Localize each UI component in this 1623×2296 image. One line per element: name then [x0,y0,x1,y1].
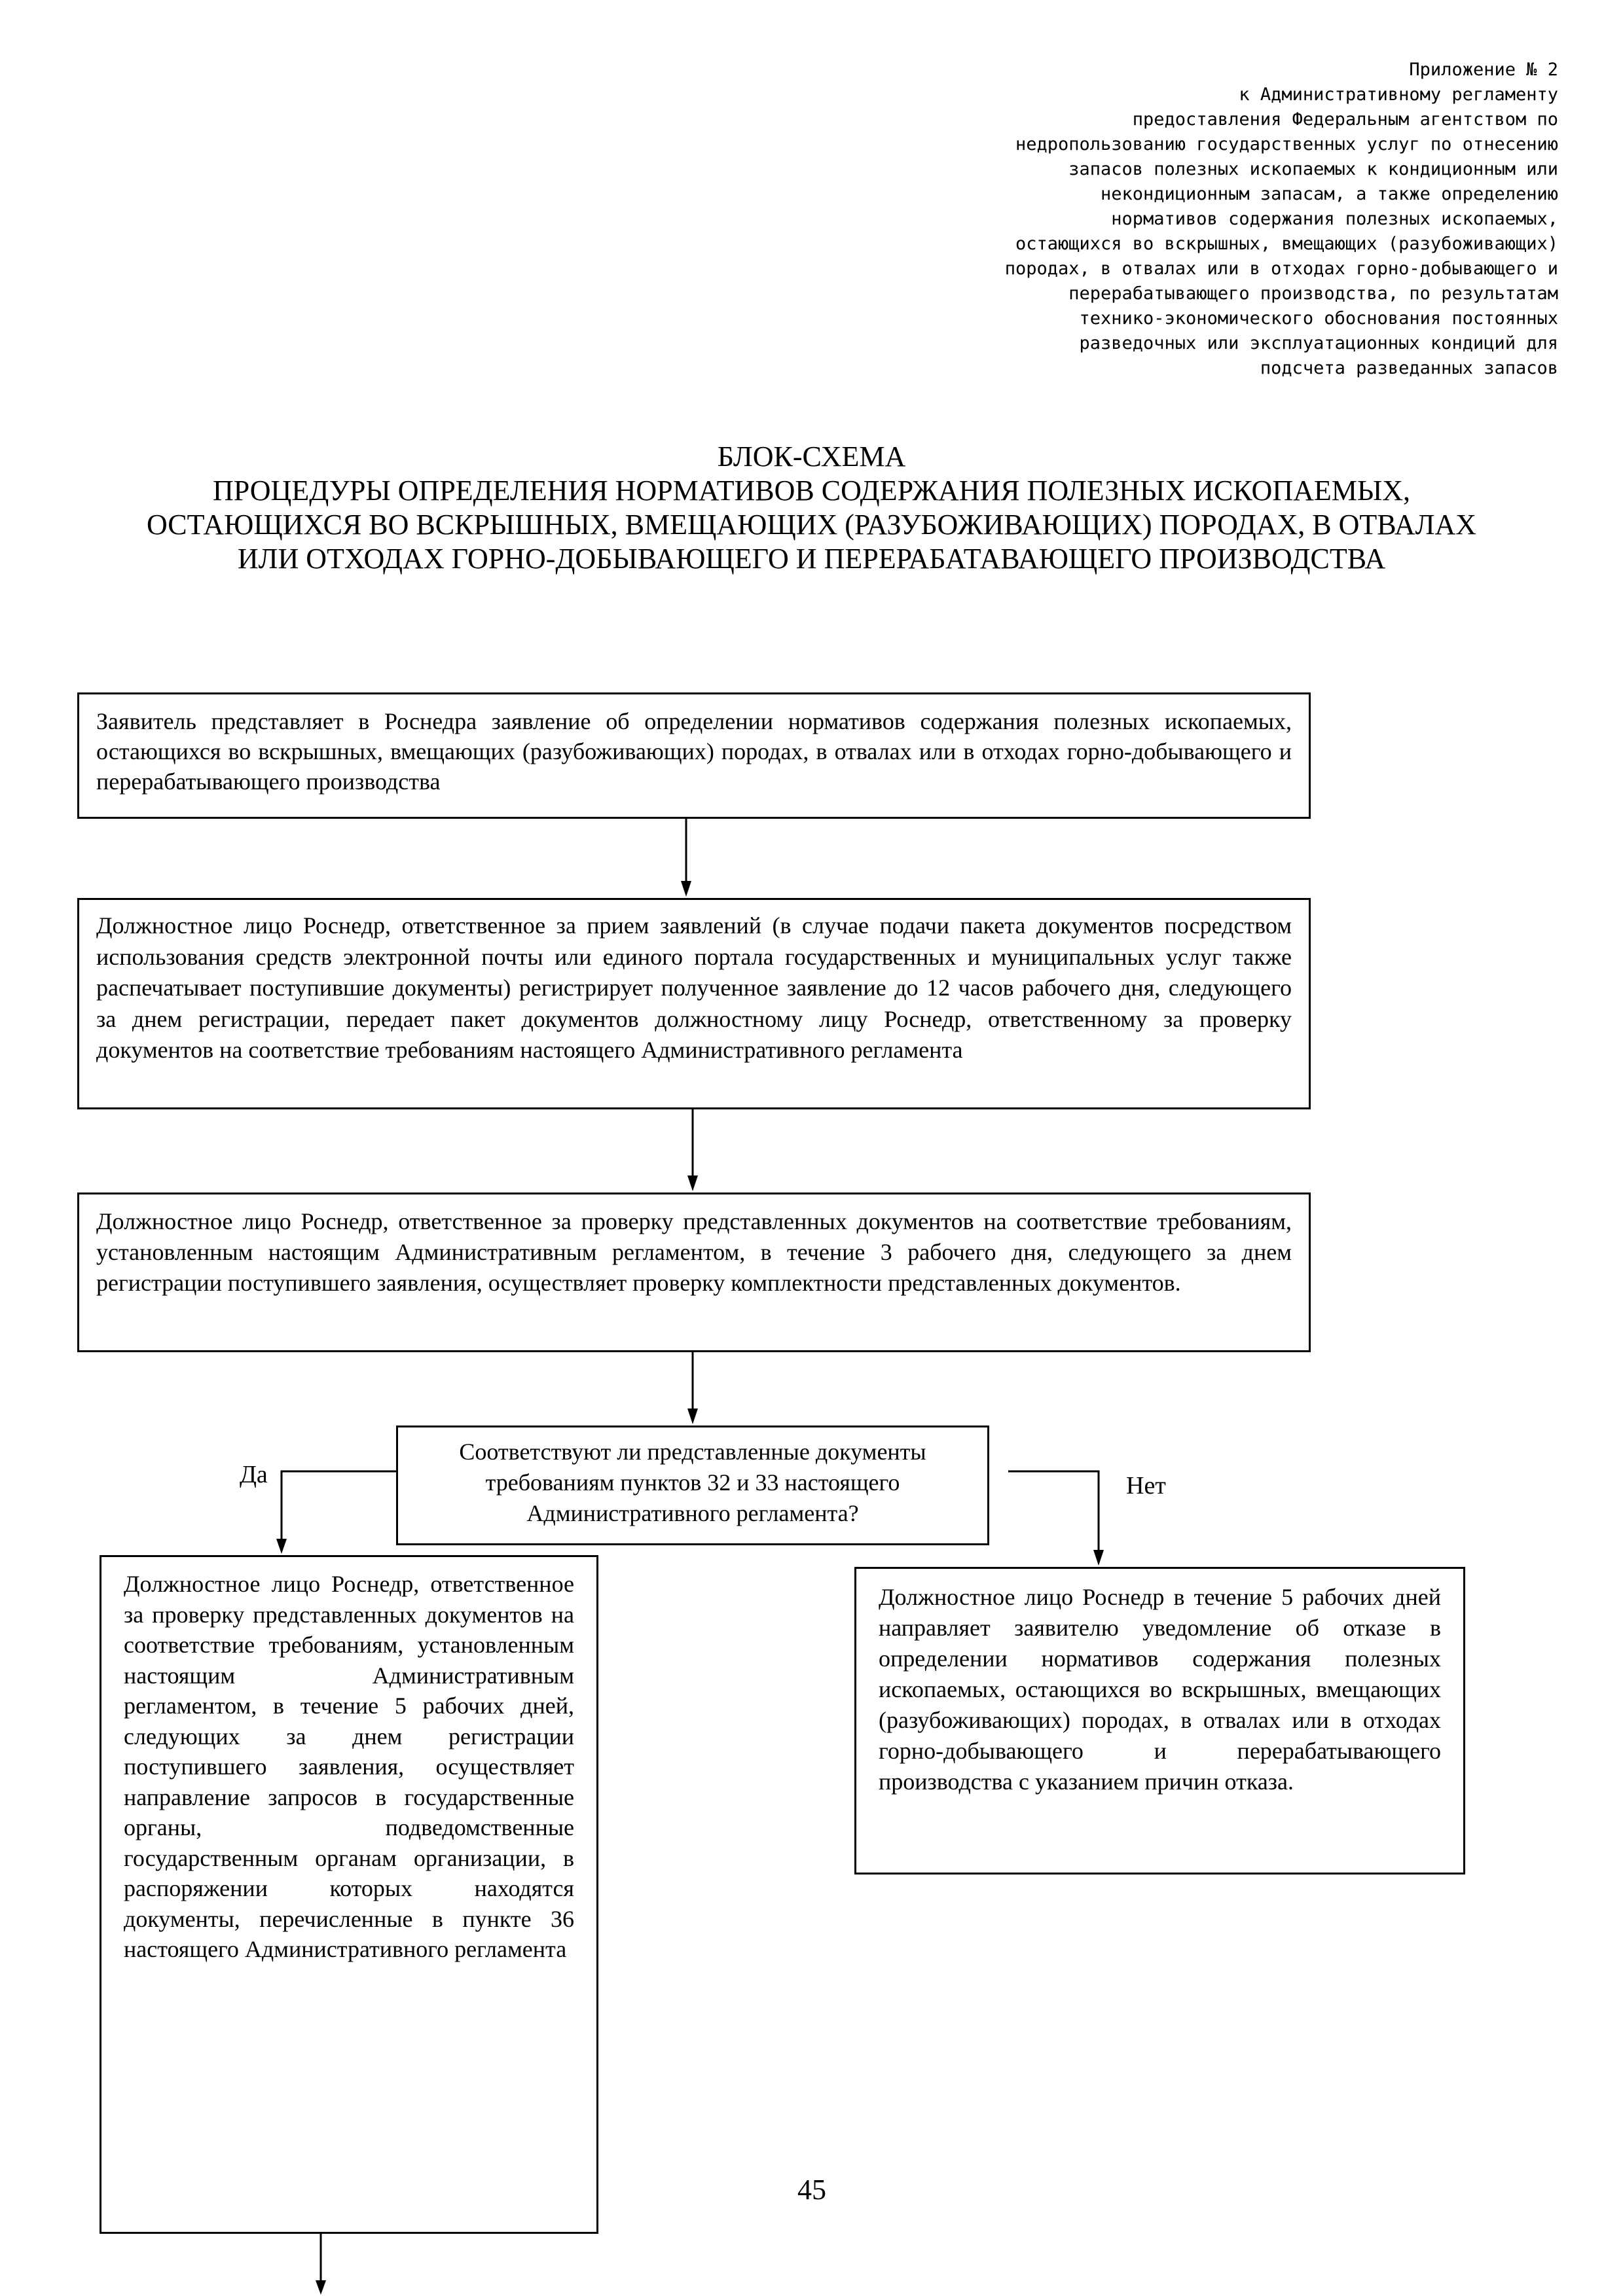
step-text: Должностное лицо Роснедр, ответственное за проверку представленных документов на соответствие требованиям, установленным настоящим Административным регламентом, в течение 5 рабочих дней, следующих за днем регистрации поступившего заявления, осуществляет направление запросов в государственные органы, подведомственные государственным органам организации, в распоряжении которых находятся документы, перечисленные в пункте 36 настоящего Административного регламента [124,1571,574,1962]
appendix-line: технико-экономического обоснования постоянных [1079,308,1558,329]
step-submit-application [77,692,1311,819]
arrowhead [316,2280,326,2295]
title-line: ПРОЦЕДУРЫ ОПРЕДЕЛЕНИЯ НОРМАТИВОВ СОДЕРЖАНИЯ ПОЛЕЗНЫХ ИСКОПАЕМЫХ, [212,475,1411,507]
appendix-line: подсчета разведанных запасов [1260,358,1558,378]
arrowhead [276,1539,287,1554]
decision-text: Соответствуют ли представленные документы требованиям пунктов 32 и 33 настоящего Административного регламента? [459,1439,926,1526]
decision-documents-compliant [396,1426,989,1545]
arrow-decision-yes [282,1471,396,1541]
step-register-application [77,898,1311,1109]
arrowhead [687,1408,698,1424]
title-line: ИЛИ ОТХОДАХ ГОРНО-ДОБЫВАЮЩЕГО И ПЕРЕРАБАТАВАЮЩЕГО ПРОИЗВОДСТВА [237,543,1386,575]
step-check-completeness [77,1193,1311,1352]
arrowhead [1093,1550,1104,1566]
step-refusal-notice [854,1567,1465,1874]
appendix-line: нормативов содержания полезных ископаемых, [1111,209,1558,229]
appendix-line: Приложение № 2 [1409,60,1558,80]
appendix-line: запасов полезных ископаемых к кондиционным или [1068,159,1558,179]
arrowhead [681,881,691,897]
branch-label-yes: Да [240,1461,268,1488]
appendix-line: породах, в отвалах или в отходах горно-добывающего и [1004,259,1558,279]
appendix-line: перерабатывающего производства, по результатам [1068,283,1558,304]
arrowhead [687,1175,698,1191]
appendix-line: разведочных или эксплуатационных кондиций для [1079,333,1558,353]
step-send-requests [100,1555,598,2234]
appendix-line: недропользованию государственных услуг по отнесению [1015,134,1558,154]
title-line: БЛОК-СХЕМА [717,440,906,473]
title-line: ОСТАЮЩИХСЯ ВО ВСКРЫШНЫХ, ВМЕЩАЮЩИХ (РАЗУБОЖИВАЮЩИХ) ПОРОДАХ, В ОТВАЛАХ [146,509,1477,541]
step-text: Заявитель представляет в Роснедра заявление об определении нормативов содержания полезных ископаемых, остающихся во вскрышных, вмещающих (разубоживающих) породах, в отвалах или в отходах горно-добывающего и перерабатывающего производства [96,708,1292,795]
appendix-line: к Административному регламенту [1239,84,1558,105]
appendix-line: предоставления Федеральным агентством по [1132,109,1558,130]
page-number: 45 [797,2174,826,2206]
step-text: Должностное лицо Роснедр в течение 5 рабочих дней направляет заявителю уведомление об отказе в определении нормативов содержания полезных ископаемых, остающихся во вскрышных, вмещающих (разубоживающих) породах, в отвалах или в отходах горно-добывающего и перерабатывающего производства с указанием причин отказа. [879,1584,1441,1795]
step-text: Должностное лицо Роснедр, ответственное за проверку представленных документов на соответствие требованиям, установленным настоящим Административным регламентом, в течение 3 рабочего дня, следующего за днем регистрации поступившего заявления, осуществляет проверку комплектности представленных документов. [96,1208,1292,1296]
step-text: Должностное лицо Роснедр, ответственное за прием заявлений (в случае подачи пакета документов посредством использования средств электронной почты или единого портала государственных и муниципальных услуг также распечатывает поступившие документы) регистрирует полученное заявление до 12 часов рабочего дня, следующего за днем регистрации, передает пакет документов должностному лицу Роснедр, ответственному за проверку документов на соответствие требованиям настоящего Административного регламента [96,912,1292,1063]
branch-label-no: Нет [1126,1472,1166,1499]
arrow-decision-no [1008,1471,1099,1552]
appendix-line: некондиционным запасам, а также определению [1101,184,1558,204]
appendix-line: остающихся во вскрышных, вмещающих (разубоживающих) [1015,234,1558,254]
